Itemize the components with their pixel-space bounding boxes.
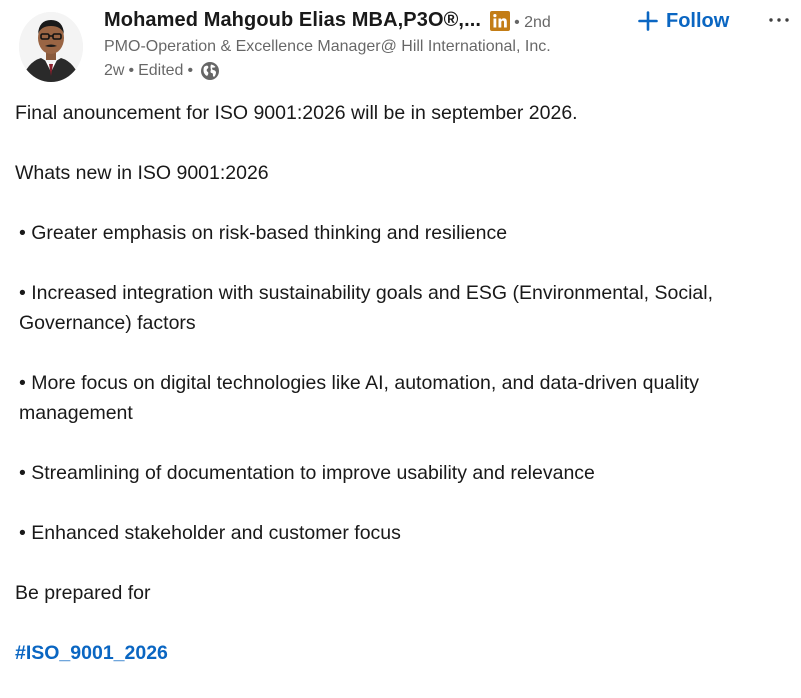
connection-degree: • 2nd [514,13,551,31]
more-options-button[interactable] [764,8,794,32]
avatar-image [19,12,83,82]
meta-separator: • [187,62,194,79]
list-item: • Streamlining of documentation to improve usability and relevance [19,462,595,484]
follow-button[interactable] [638,6,729,36]
edited-label: Edited [138,62,184,79]
hashtag-link[interactable]: #ISO_9001_2026 [15,642,168,664]
ellipsis-icon [764,8,794,32]
list-item: • Enhanced stakeholder and customer focus [19,522,401,544]
follow-label: Follow [666,9,730,32]
post-closing: Be prepared for [15,582,151,604]
list-item: • Increased integration with sustainability goals and ESG (Environmental, Social, Governance) factors [19,282,714,334]
meta-separator: • [128,62,135,79]
author-line [104,9,551,32]
plus-icon [638,11,658,31]
author-name[interactable]: Mohamed Mahgoub Elias MBA,P3O®,... [104,9,482,31]
linkedin-badge-icon [490,11,510,31]
list-item: • More focus on digital technologies like AI, automation, and data-driven quality management [19,372,699,424]
post-heading: Whats new in ISO 9001:2026 [15,162,269,184]
post-meta [104,61,220,81]
author-headline: PMO-Operation & Excellence Manager@ Hill International, Inc. [104,38,551,55]
post-time[interactable]: 2w [104,62,125,79]
post-intro: Final anouncement for ISO 9001:2026 will be in september 2026. [15,102,578,124]
globe-icon [200,61,220,81]
list-item: • Greater emphasis on risk-based thinking and resilience [19,222,508,244]
author-avatar[interactable] [19,12,83,82]
post-content [15,98,790,698]
